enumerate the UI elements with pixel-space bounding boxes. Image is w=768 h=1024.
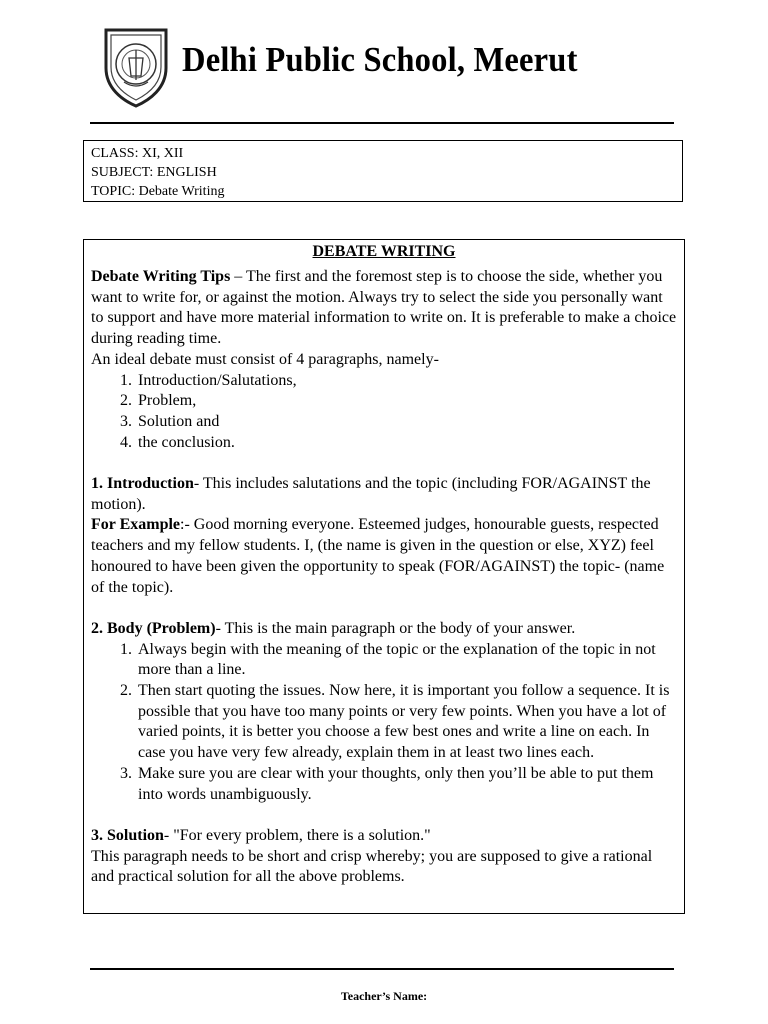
class-line: CLASS: XI, XII — [91, 146, 184, 161]
list-item: 2. Problem, — [136, 391, 677, 412]
ideal-line: An ideal debate must consist of 4 paragraphs, namely- — [91, 350, 439, 368]
tips-heading: Debate Writing Tips — [91, 268, 231, 285]
body-paragraph — [91, 619, 677, 640]
tips-text: – The first and the foremost step is to choose the side, whether you want to write for, or against the motion. Always try to select the side you personally want to support and have more material information to write on. It is preferable to make a choice during reading time. — [91, 268, 677, 348]
list-item: 3. Solution and — [136, 412, 677, 433]
example-heading: For Example — [91, 516, 181, 534]
solution-heading: 3. Solution — [91, 826, 164, 844]
list-item: 2. Then start quoting the issues. Now here, it is important you follow a sequence. It is possible that you have too many points or very few points. When you have a lot of varied points, it is better you choose a few best ones and write a line on each. In case you have very few already, explain them in at least two lines each. — [136, 681, 677, 764]
intro-paragraph — [91, 474, 677, 515]
body-text: - This is the main paragraph or the body of your answer. — [215, 619, 576, 637]
class-info-box — [83, 140, 683, 202]
list-item: 1. Introduction/Salutations, — [136, 371, 677, 392]
topic-line: TOPIC: Debate Writing — [91, 184, 225, 199]
intro-text: - This includes salutations and the topic (including FOR/AGAINST the motion). — [91, 475, 651, 513]
intro-heading: 1. Introduction — [91, 475, 194, 493]
solution-paragraph — [91, 826, 677, 847]
footer-divider — [90, 968, 674, 970]
paragraph-list — [91, 371, 677, 454]
subject-line: SUBJECT: ENGLISH — [91, 165, 217, 180]
solution-text: This paragraph needs to be short and crisp whereby; you are supposed to give a rational and practical solution for all the above problems. — [91, 847, 653, 886]
list-item: 4. the conclusion. — [136, 433, 677, 454]
list-item: 3. Make sure you are clear with your thoughts, only then you’ll be able to put them into words unambiguously. — [136, 764, 677, 805]
page-header — [90, 18, 680, 113]
example-text: :- Good morning everyone. Esteemed judges, honourable guests, respected teachers and my fellow students. I, (the name is given in the question or else, XYZ) feel honoured to have been given the opportunity to speak (FOR/AGAINST) the topic- (name of the topic). — [91, 516, 665, 596]
example-paragraph — [91, 515, 677, 598]
solution-quote: - "For every problem, there is a solution." — [163, 826, 431, 844]
school-crest-logo — [100, 24, 172, 108]
body-heading: 2. Body (Problem) — [91, 619, 216, 637]
school-name: Delhi Public School, Meerut — [182, 40, 578, 79]
content-box — [83, 239, 685, 914]
teacher-name-label: Teacher’s Name: — [340, 989, 428, 1003]
body-list — [91, 640, 677, 806]
list-item: 1. Always begin with the meaning of the topic or the explanation of the topic in not more than a line. — [136, 640, 677, 681]
content-title: DEBATE WRITING — [312, 243, 456, 260]
tips-paragraph — [91, 267, 677, 350]
header-divider — [90, 122, 674, 124]
